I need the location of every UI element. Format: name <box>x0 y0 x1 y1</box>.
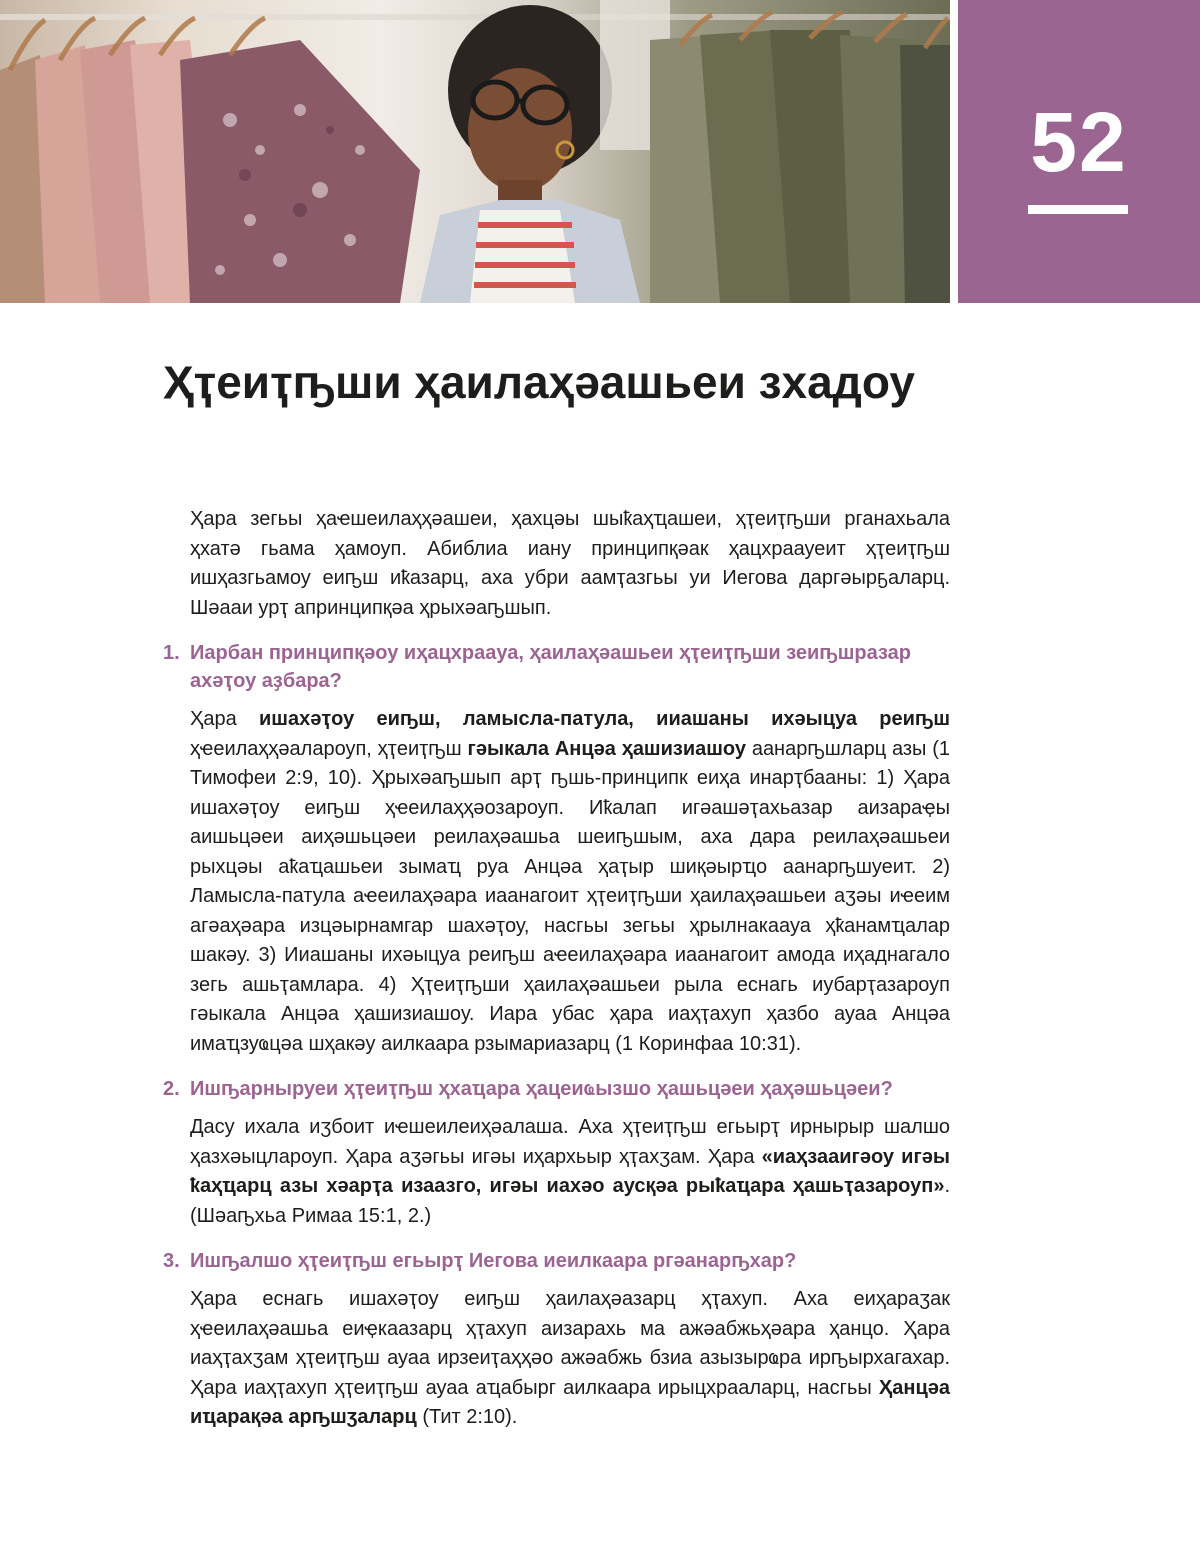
lesson-content <box>163 505 950 1433</box>
question-number: 3. <box>163 1250 180 1272</box>
question-text: Ишҧалшо ҳҭеиҭҧш егьырҭ Иегова иеилкаара ргәанарҧхар? <box>190 1250 797 1272</box>
question-number: 2. <box>163 1078 180 1100</box>
page-title: Ҳҭеиҭҧши ҳаилаҳәашьеи зхадоу <box>163 356 915 408</box>
photo-woman-clothing-store-icon <box>0 0 950 303</box>
question-number: 1. <box>163 642 180 664</box>
answer-text: . (Шәаҧхьа Римаа 15:1, 2.) <box>190 1175 950 1227</box>
answer-text: Ҳара еснагь ишахәҭоу еиҧш ҳаилаҳәазарц ҳҭахуп. Аха еиҳараӡак ҳҽеилаҳәашьа еиҿкаазарц ҳҭахуп аизарахь ма ажәабжьҳәара ҳанцо. Ҳара иаҳҭахӡам ҳҭеиҭҧш ауаа ирзеиҭаҳҳәо ажәабжь бзиа азызырҩра ирҧырхагахар. Ҳара иаҳҭахуп ҳҭеиҭҧш ауаа аҵабырг аилкаара ирыцхрааларц, насгьы <box>190 1288 950 1399</box>
lesson-number: 52 <box>1030 95 1128 189</box>
question-text: Иарбан принципқәоу иҳацхраауа, ҳаилаҳәашьеи ҳҭеиҭҧши зеиҧшразар ахәҭоу аҙбара? <box>190 642 912 692</box>
answer-3 <box>190 1285 950 1433</box>
answer-bold-text: Ҳанцәа иҵарақәа арҧшӡаларц <box>190 1376 950 1428</box>
answer-text: ҳҽеилаҳҳәалароуп, ҳҭеиҭҧш <box>190 737 468 760</box>
answer-text: Дасу ихала иӡбоит иҽшеилеиҳәалаша. Аха ҳҭеиҭҧш егьырҭ ирнырыр шалшо ҳазхәыцлароуп. Ҳара аӡәгьы игәы иҳархьыр ҳҭахӡам. Ҳара <box>190 1116 950 1168</box>
answer-bold-text: «иаҳзааигәоу игәы ҟаҳҵарц азы хәарҭа изаазго, игәы иахәо аусқәа рыҟаҵара ҳашьҭазароуп» <box>190 1145 950 1197</box>
intro-paragraph: Ҳара зегьы ҳаҽшеилаҳҳәашеи, ҳахцәы шыҟаҳҵашеи, ҳҭеиҭҧши рганахьала ҳхатә гьама ҳамоуп. Абиблиа иану принципқәак ҳацхраауеит ҳҭеиҭҧш ишҳазгьамоу еиҧш иҟазарц, аха убри аамҭазгьы уи Иегова даргәырҕаларц. Шәааи урҭ апринципқәа ҳрыхәаҧшып. <box>190 508 950 619</box>
question-text: Ишҧарныруеи ҳҭеиҭҧш ҳхаҵара ҳацеиҩызшо ҳашьцәеи ҳаҳәшьцәеи? <box>190 1078 893 1100</box>
answer-2 <box>190 1113 950 1231</box>
answer-text: Ҳара <box>190 708 259 730</box>
question-3 <box>163 1247 950 1275</box>
lesson-badge <box>958 0 1200 303</box>
answer-text: (Тит 2:10). <box>416 1406 518 1428</box>
question-2 <box>163 1075 950 1103</box>
answer-bold-text: гәыкала Анцәа ҳашизиашоу <box>467 737 747 760</box>
answer-1 <box>190 705 950 1059</box>
lesson-number-underline <box>1028 205 1128 214</box>
answer-text: аанарҧшларц азы (1 Тимофеи 2:9, 10). Ҳрыхәаҧшып арҭ ҧшь-принципк еиҳа инарҭбааны: 1) Ҳара ишахәҭоу еиҧш ҳҽеилаҳҳәозароуп. Иҟалап игәашәҭахьазар аизараҿы аишьцәеи аиҳәшьцәеи реилаҳәашьа шеиҧшым, аха дара реилаҳәашьеи рыхцәы аҟаҵашьеи зымаҵ руа Анцәа ҳаҭыр шиқәырҵо аанарҧшуеит. 2) Ламысла-патула аҽеилаҳәара иаанагоит ҳҭеиҭҧши ҳаилаҳәашьеи аӡәы иҽеим агәаҳәара изцәырнамгар шахәҭоу, насгьы зегьы ҳрылнакаауа ҳҟанамҵалар шакәу. 3) Ииашаны ихәыцуа реиҧш аҽеилаҳәара иаанагоит амода иҳаднагало зегь ашьҭамлара. 4) Ҳҭеиҭҧши ҳаилаҳәашьеи рыла еснагь иубарҭазароуп гәыкала Анцәа ҳашизиашоу. Иара убас ҳара иаҳҭахуп ҳазбо ауаа Анцәа имаҵзуҩцәа шҳакәу аилкаара рзымариазарц (1 Коринфаа 10:31). <box>190 737 950 1055</box>
header-photo <box>0 0 950 303</box>
answer-bold-text: ишахәҭоу еиҧш, ламысла-патула, ииашаны ихәыцуа реиҧш <box>258 708 950 730</box>
question-1 <box>163 639 950 695</box>
